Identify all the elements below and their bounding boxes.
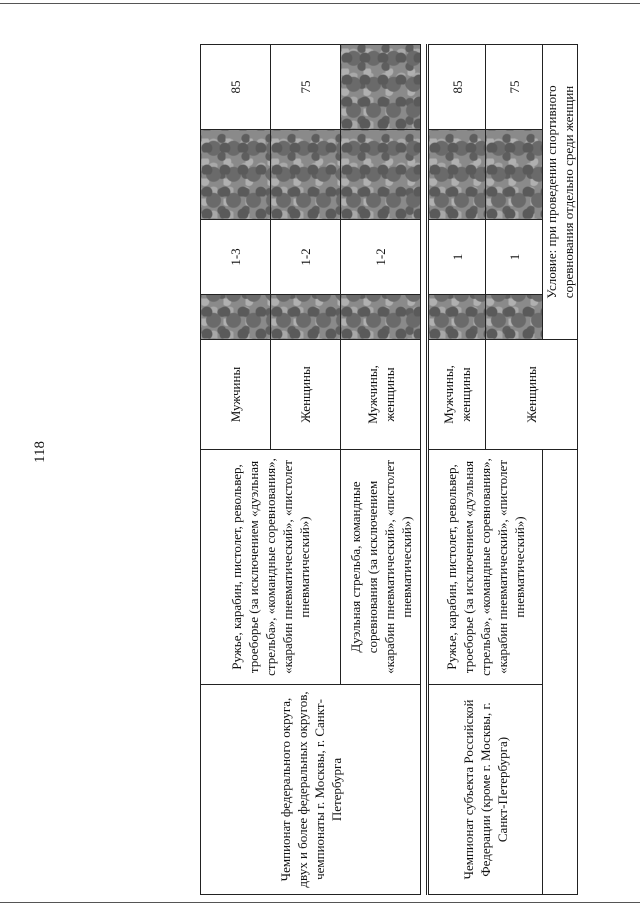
percent-cell: 75 (486, 45, 543, 130)
gender-cell: Женщины (486, 340, 578, 450)
percent-cell: 85 (201, 45, 271, 130)
shaded-cell (341, 130, 421, 220)
shaded-cell (486, 130, 543, 220)
gender-cell: Мужчины, женщины (341, 340, 421, 450)
place-cell: 1 (428, 220, 486, 295)
table-row (428, 45, 486, 895)
gender-cell: Мужчины (201, 340, 271, 450)
percent-cell: 75 (271, 45, 341, 130)
disciplines-cell: Дуэльная стрельба, командные соревнования (за исключением «карабин пневматический», «пистолет пневматический») (341, 450, 421, 685)
place-cell: 1 (486, 220, 543, 295)
empty-cell (543, 450, 578, 895)
separator-cell (421, 45, 428, 895)
place-cell: 1-2 (271, 220, 341, 295)
place-cell: 1-2 (341, 220, 421, 295)
row-separator (421, 45, 428, 895)
scan-edge-bottom (0, 902, 640, 903)
gender-cell: Женщины (271, 340, 341, 450)
rotated-table-container (200, 45, 576, 895)
competition-cell: Чемпионат субъекта Российской Федерации (кроме г. Москвы, г. Санкт-Петербурга) (428, 685, 543, 895)
shaded-cell (428, 295, 486, 340)
disciplines-cell: Ружье, карабин, пистолет, револьвер, троеборье (за исключением «дуэльная стрельба», «командные соревнования», «карабин пневматический», «пистолет пневматический») (428, 450, 543, 685)
shaded-cell (428, 130, 486, 220)
shaded-cell (271, 130, 341, 220)
shaded-cell (486, 295, 543, 340)
gender-cell: Мужчины, женщины (428, 340, 486, 450)
place-cell: 1-3 (201, 220, 271, 295)
shaded-cell (341, 295, 421, 340)
scan-edge-top (0, 3, 640, 4)
competition-cell: Чемпионат федерального округа, двух и более федеральных округов, чемпионаты г. Москвы, г. Санкт-Петербурга (201, 685, 421, 895)
table-row (543, 45, 578, 895)
shaded-cell (341, 45, 421, 130)
standards-table (200, 44, 578, 895)
percent-cell: 85 (428, 45, 486, 130)
shaded-cell (201, 130, 271, 220)
shaded-cell (271, 295, 341, 340)
disciplines-cell: Ружье, карабин, пистолет, револьвер, троеборье (за исключением «дуэльная стрельба», «командные соревнования», «карабин пневматический», «пистолет пневматический») (201, 450, 341, 685)
page-number: 118 (32, 441, 48, 463)
table-row (201, 45, 271, 895)
condition-cell: Условие: при проведении спортивного соревнования отдельно среди женщин (543, 45, 578, 340)
shaded-cell (201, 295, 271, 340)
